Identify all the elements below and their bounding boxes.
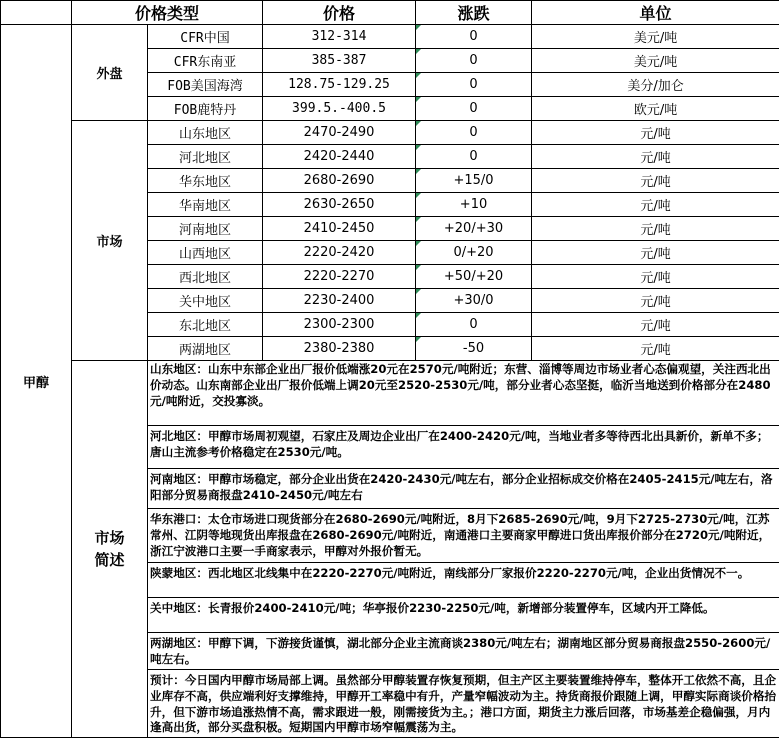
row-name: 华东地区 <box>148 169 263 193</box>
row-name: 关中地区 <box>148 289 263 313</box>
row-unit: 欧元/吨 <box>532 97 779 121</box>
row-change: 0 <box>416 73 532 97</box>
row-change: 0 <box>416 25 532 49</box>
summary-hunan-hubei: 两湖地区：甲醇下调，下游接货谨慎，湖北部分企业主流商谈2380元/吨左右；湖南地区部分贸易商报盘2550-2600元/吨左右。 <box>148 633 779 670</box>
row-name: 西北地区 <box>148 265 263 289</box>
header-change: 涨跌 <box>416 1 532 25</box>
row-name: CFR中国 <box>148 25 263 49</box>
row-name: 山西地区 <box>148 241 263 265</box>
row-name: FOB鹿特丹 <box>148 97 263 121</box>
row-change: +10 <box>416 193 532 217</box>
row-price: 2410-2450 <box>263 217 416 241</box>
row-change: 0 <box>416 145 532 169</box>
row-change: 0 <box>416 49 532 73</box>
summary-henan: 河南地区：甲醇市场稳定，部分企业出货在2420-2430元/吨左右，部分企业招标成交价格在2405-2415元/吨左右，洛阳部分贸易商报盘2410-2450元/吨左右 <box>148 469 779 509</box>
row-unit: 元/吨 <box>532 217 779 241</box>
row-change: +50/+20 <box>416 265 532 289</box>
header-price: 价格 <box>263 1 416 25</box>
row-name: 华南地区 <box>148 193 263 217</box>
row-price: 2220-2420 <box>263 241 416 265</box>
row-price: 2230-2400 <box>263 289 416 313</box>
row-unit: 美分/加仑 <box>532 73 779 97</box>
row-name: 两湖地区 <box>148 337 263 361</box>
row-price: 2300-2300 <box>263 313 416 337</box>
row-price: 312-314 <box>263 25 416 49</box>
row-change: 0 <box>416 97 532 121</box>
header-unit: 单位 <box>532 1 779 25</box>
header-price-type: 价格类型 <box>72 1 263 25</box>
summary-forecast: 预计：今日国内甲醇市场局部上调。虽然部分甲醇装置存恢复预期，但主产区主要装置维持停车，整体开工依然不高，且企业库存不高，供应端利好支撑维持，甲醇开工率稳中有升，产量窄幅波动为主。持货商报价跟随上调，甲醇实际商谈价格抬升，但下游市场追涨热情不高，需求跟进一般，刚需接货为主。；港口方面，期货主力涨后回落，市场基差企稳偏强，月内逢高出货，部分买盘积极。短期国内甲醇市场窄幅震荡为主。 <box>150 670 777 736</box>
row-unit: 元/吨 <box>532 121 779 145</box>
summary-guanzhong: 关中地区：长青报价2400-2410元/吨；华亭报价2230-2250元/吨，新增部分装置停车，区域内开工降低。 <box>148 598 779 633</box>
group-outer: 外盘 <box>72 25 148 121</box>
row-name: CFR东南亚 <box>148 49 263 73</box>
summary-east-china-port: 华东港口：太仓市场进口现货部分在2680-2690元/吨附近，8月下2685-2690元/吨，9月下2725-2730元/吨，江苏常州、江阴等地现货出库报盘在2680-2690元/吨附近，南通港口主要商家甲醇进口货出库报价部分在2720元/吨附近，浙江宁波港口主要一手商家表示，甲醇对外报价暂无。 <box>148 509 779 563</box>
row-change: +30/0 <box>416 289 532 313</box>
row-unit: 元/吨 <box>532 265 779 289</box>
summary-hebei: 河北地区：甲醇市场周初观望，石家庄及周边企业出厂在2400-2420元/吨，当地业者多等待西北出具新价，新单不多；唐山主流参考价格稳定在2530元/吨。 <box>148 426 779 469</box>
row-name: 河南地区 <box>148 217 263 241</box>
row-change: -50 <box>416 337 532 361</box>
row-price: 2470-2490 <box>263 121 416 145</box>
row-unit: 美元/吨 <box>532 49 779 73</box>
summary-shaanxi-mongolia: 陕蒙地区：西北地区北线集中在2220-2270元/吨附近，南线部分厂家报价2220-2270元/吨，企业出货情况不一。 <box>148 563 779 598</box>
row-name: 河北地区 <box>148 145 263 169</box>
row-unit: 元/吨 <box>532 337 779 361</box>
row-change: +20/+30 <box>416 217 532 241</box>
market-summary <box>148 361 779 738</box>
summary-label: 市场简述 <box>94 527 126 571</box>
row-unit: 元/吨 <box>532 145 779 169</box>
row-name: 山东地区 <box>148 121 263 145</box>
row-unit: 美元/吨 <box>532 25 779 49</box>
row-price: 2680-2690 <box>263 169 416 193</box>
row-unit: 元/吨 <box>532 241 779 265</box>
row-name: FOB美国海湾 <box>148 73 263 97</box>
row-price: 128.75-129.25 <box>263 73 416 97</box>
row-price: 385-387 <box>263 49 416 73</box>
row-change: 0 <box>416 313 532 337</box>
group-market: 市场 <box>72 121 148 361</box>
row-change: 0/+20 <box>416 241 532 265</box>
row-unit: 元/吨 <box>532 169 779 193</box>
row-name: 东北地区 <box>148 313 263 337</box>
row-unit: 元/吨 <box>532 313 779 337</box>
header-blank <box>1 1 72 25</box>
row-unit: 元/吨 <box>532 289 779 313</box>
row-price: 2220-2270 <box>263 265 416 289</box>
group-summary <box>72 361 148 738</box>
row-price: 2420-2440 <box>263 145 416 169</box>
row-change: 0 <box>416 121 532 145</box>
summary-shandong: 山东地区：山东中东部企业出厂报价低端涨20元在2570元/吨附近；东营、淄博等周边市场业者心态偏观望，关注西北出价动态。山东南部企业出厂报价低端上调20元至2520-2530元/吨，部分业者心态坚挺，临沂当地送到价格部分在2480元/吨附近，交投寡淡。 <box>148 362 779 426</box>
row-price: 2630-2650 <box>263 193 416 217</box>
row-change: +15/0 <box>416 169 532 193</box>
row-price: 399.5.-400.5 <box>263 97 416 121</box>
row-price: 2380-2380 <box>263 337 416 361</box>
product-label: 甲醇 <box>1 25 72 738</box>
row-unit: 元/吨 <box>532 193 779 217</box>
